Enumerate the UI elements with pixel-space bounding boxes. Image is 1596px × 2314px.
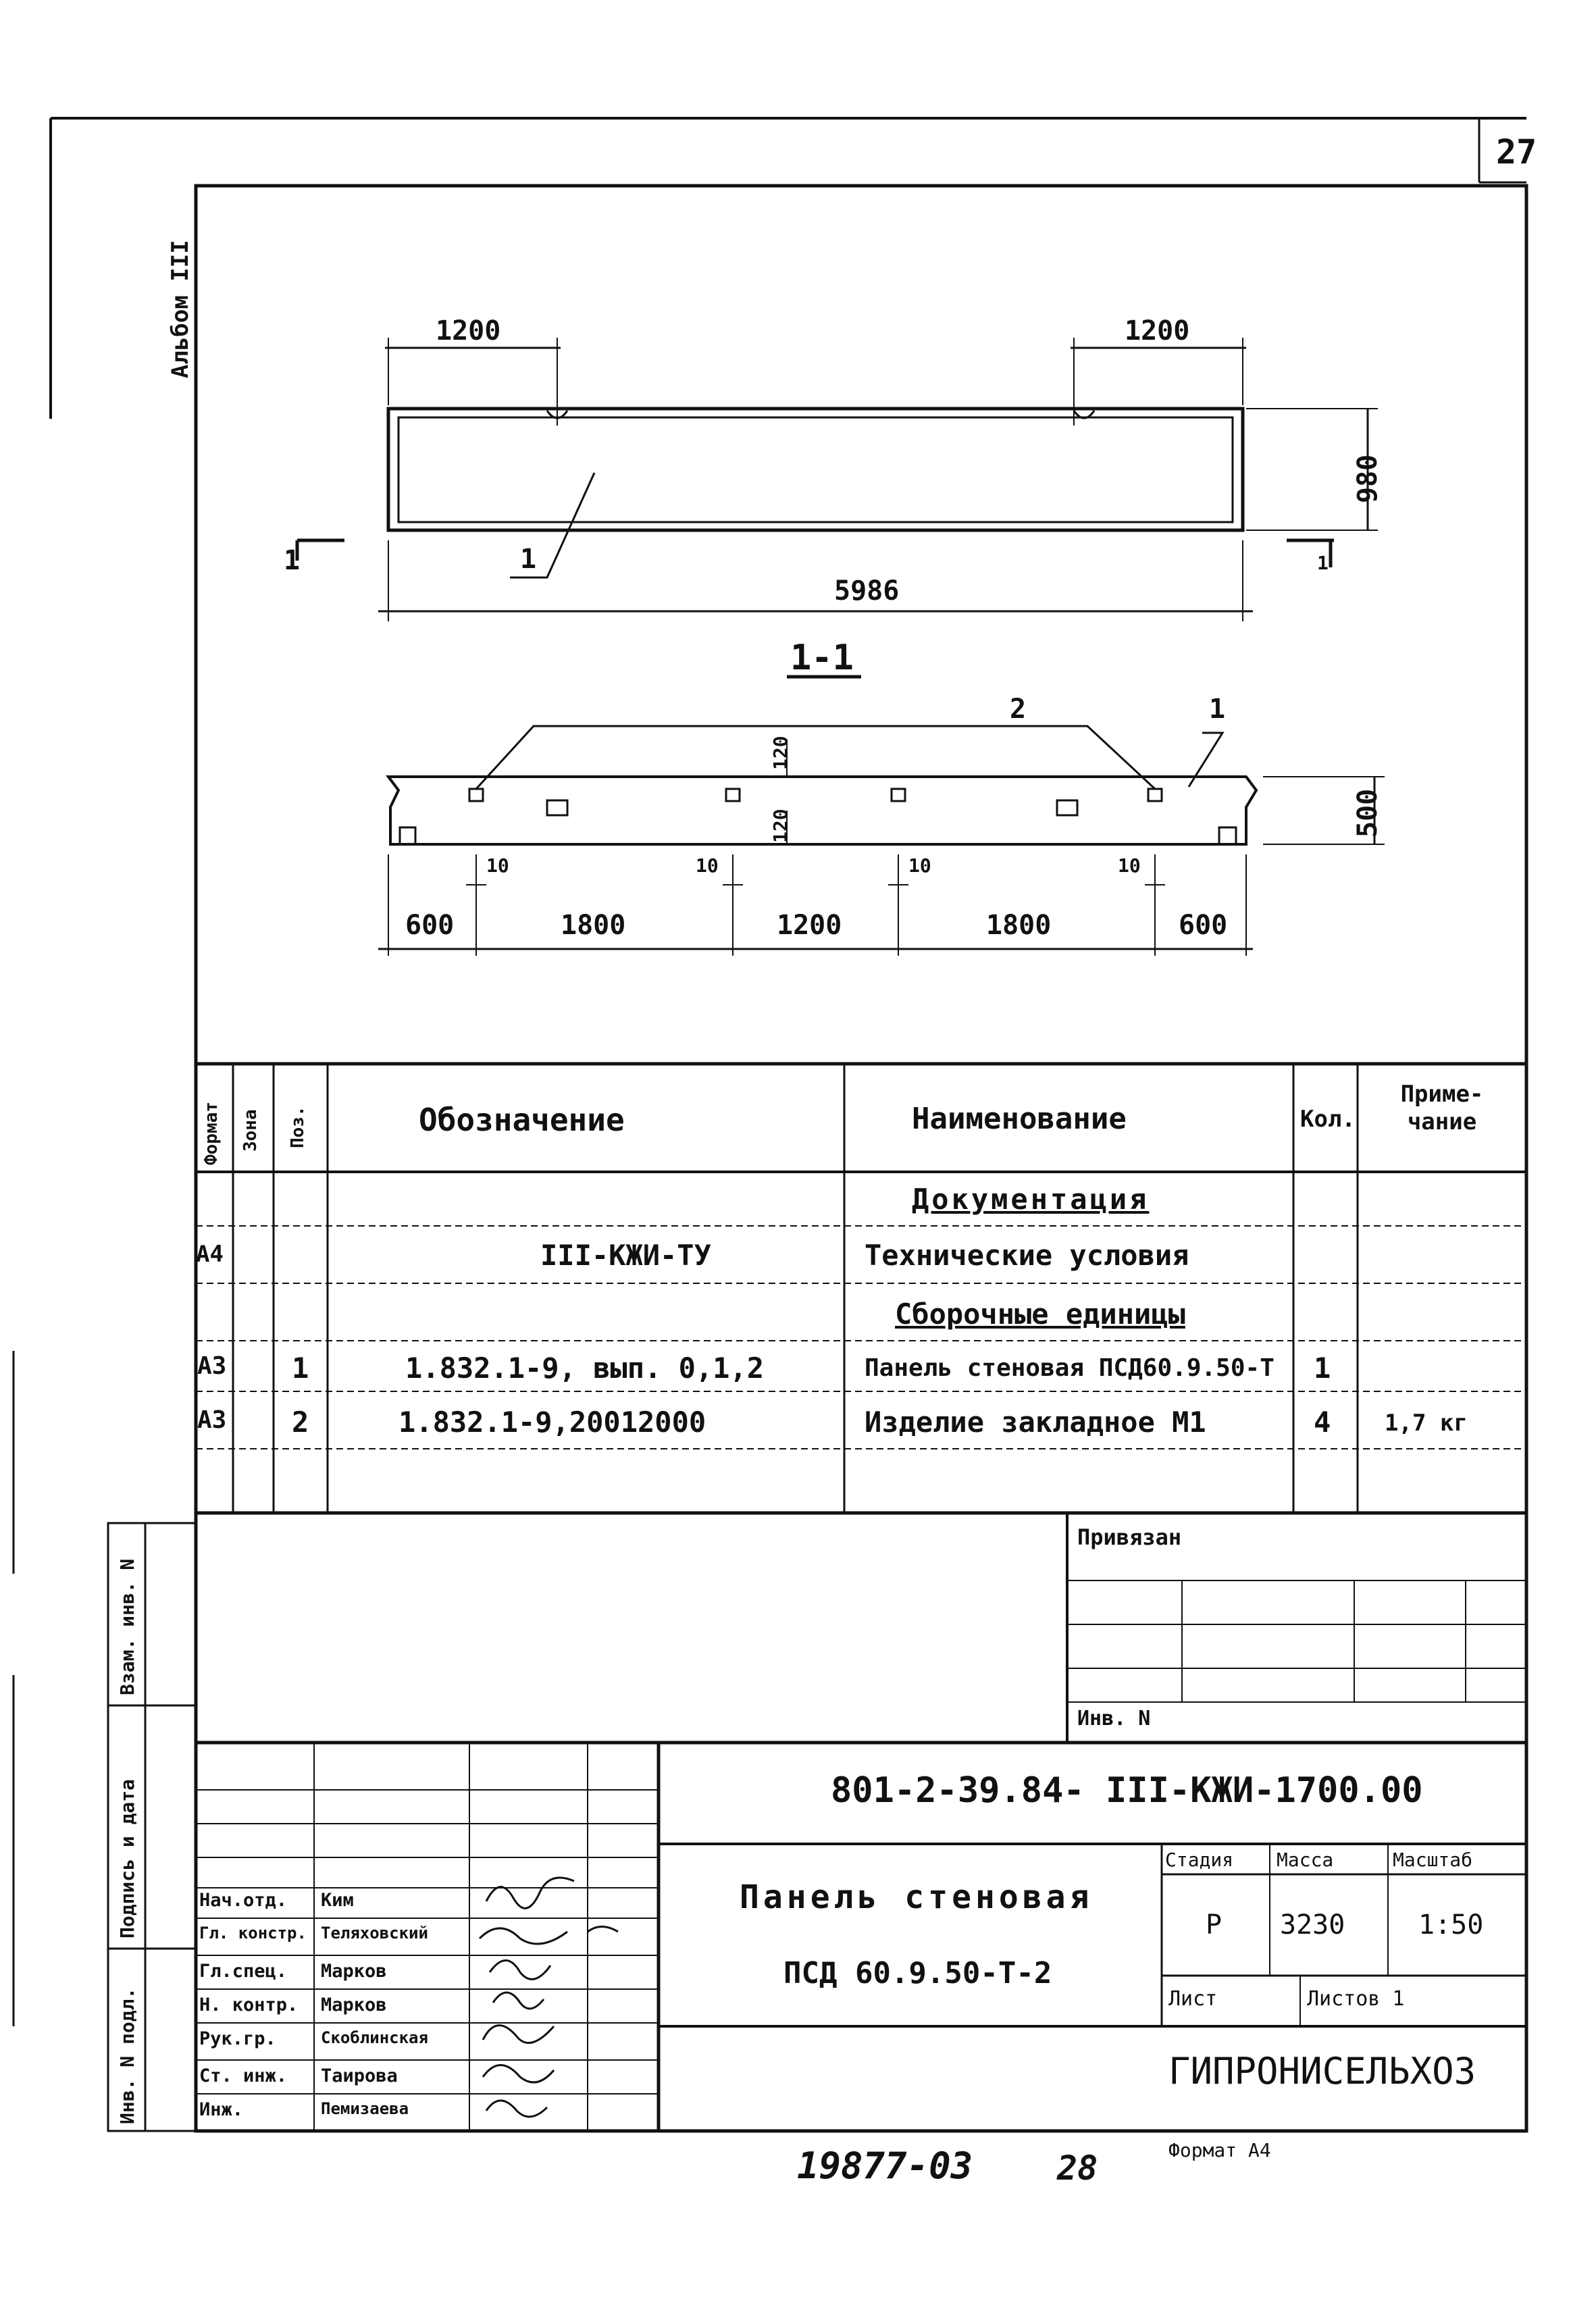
row-embedded-format: А3 <box>197 1406 227 1434</box>
sig-role: Инж. <box>199 2099 244 2120</box>
section-mark-right: 1 <box>1317 552 1329 574</box>
sig-name: Скоблинская <box>321 2028 428 2047</box>
title-line-1: Панель стеновая <box>740 1878 1093 1916</box>
plan-dim-height: 980 <box>1352 454 1383 503</box>
inv-number-label: Инв. N <box>1077 1707 1151 1730</box>
sig-name: Пемизаева <box>321 2099 409 2118</box>
organization-name: ГИПРОНИСЕЛЬХОЗ <box>1168 2050 1476 2092</box>
gap-dim-1: 10 <box>486 854 509 877</box>
side-stamp-inv-podl: Инв. N подл. <box>116 1987 138 2124</box>
stage-value: Р <box>1206 1909 1222 1940</box>
header-qty: Кол. <box>1300 1106 1356 1133</box>
section-dim-120-top: 120 <box>769 736 792 770</box>
mass-value: 3230 <box>1280 1909 1345 1940</box>
row-documentation: Документация <box>912 1183 1150 1216</box>
plan-dim-right: 1200 <box>1125 315 1190 346</box>
document-code: 801-2-39.84- III-КЖИ-1700.00 <box>831 1770 1423 1811</box>
header-zone: Зона <box>240 1109 261 1152</box>
segment-600-left: 600 <box>405 910 455 941</box>
sig-name: Таирова <box>321 2065 398 2086</box>
gap-dim-4: 10 <box>1118 854 1141 877</box>
row-embedded-designation: 1.832.1-9,20012000 <box>398 1406 706 1439</box>
row-panel-qty: 1 <box>1314 1352 1331 1385</box>
mass-label: Масса <box>1277 1849 1334 1871</box>
row-embedded-pos: 2 <box>292 1406 309 1439</box>
title-line-2: ПСД 60.9.50-Т-2 <box>783 1956 1052 1990</box>
row-panel-format: А3 <box>197 1352 227 1380</box>
sig-name: Теляховский <box>321 1924 428 1943</box>
section-title: 1-1 <box>790 638 854 678</box>
segment-600-right: 600 <box>1179 910 1228 941</box>
header-format: Формат <box>201 1102 222 1165</box>
plan-leader-pos: 1 <box>520 544 537 575</box>
header-note: Приме- чание <box>1400 1081 1484 1135</box>
section-dim-height: 500 <box>1352 788 1383 838</box>
scale-label: Масштаб <box>1393 1849 1473 1871</box>
sheets-label: Листов 1 <box>1307 1987 1405 2011</box>
segment-1200: 1200 <box>777 910 842 941</box>
row-panel-pos: 1 <box>292 1352 309 1385</box>
row-tu-format: А4 <box>196 1241 224 1268</box>
sig-name: Марков <box>321 1961 387 1982</box>
header-pos: Поз. <box>288 1106 308 1148</box>
scale-value: 1:50 <box>1418 1909 1484 1940</box>
side-stamp-podpis: Подпись и дата <box>116 1778 138 1938</box>
sig-role: Ст. инж. <box>199 2065 288 2086</box>
section-leader-1: 1 <box>1209 694 1226 725</box>
sheet-number: 27 <box>1496 132 1537 172</box>
sig-role: Н. контр. <box>199 1995 299 2015</box>
stage-label: Стадия <box>1165 1849 1234 1871</box>
sig-name: Ким <box>321 1890 354 1911</box>
row-tu-name: Технические условия <box>865 1239 1189 1272</box>
row-assembly-units: Сборочные единицы <box>895 1297 1185 1331</box>
archive-number: 19877-03 <box>797 2144 973 2187</box>
main-frame <box>196 186 1526 2131</box>
row-panel-name: Панель стеновая ПСД60.9.50-Т <box>865 1354 1275 1382</box>
section-dim-120-bottom: 120 <box>769 808 792 843</box>
sig-role: Гл. констр. <box>199 1924 307 1943</box>
sig-role: Рук.гр. <box>199 2028 276 2049</box>
gap-dim-2: 10 <box>696 854 719 877</box>
segment-1800-right: 1800 <box>986 910 1052 941</box>
gap-dim-3: 10 <box>908 854 931 877</box>
page-number: 28 <box>1057 2149 1098 2188</box>
header-designation: Обозначение <box>419 1102 625 1138</box>
paper-format: Формат А4 <box>1168 2139 1271 2161</box>
row-panel-designation: 1.832.1-9, вып. 0,1,2 <box>405 1352 765 1385</box>
section-mark-left: 1 <box>284 545 301 576</box>
row-tu-designation: III-КЖИ-ТУ <box>540 1239 711 1272</box>
sig-role: Гл.спец. <box>199 1961 288 1982</box>
sig-role: Нач.отд. <box>199 1890 288 1911</box>
plan-dim-left: 1200 <box>436 315 501 346</box>
side-stamp-vzam: Взам. инв. N <box>116 1558 138 1695</box>
sig-name: Марков <box>321 1995 387 2015</box>
header-name: Наименование <box>912 1102 1127 1136</box>
sheet-label: Лист <box>1168 1987 1218 2011</box>
row-embedded-note: 1,7 кг <box>1385 1410 1468 1437</box>
segment-1800-left: 1800 <box>561 910 626 941</box>
plan-dim-total: 5986 <box>834 575 900 607</box>
row-embedded-qty: 4 <box>1314 1406 1331 1439</box>
album-label: Альбом III <box>167 240 194 378</box>
privyazan-label: Привязан <box>1077 1524 1182 1550</box>
row-embedded-name: Изделие закладное М1 <box>865 1406 1206 1439</box>
section-leader-2: 2 <box>1010 694 1027 725</box>
